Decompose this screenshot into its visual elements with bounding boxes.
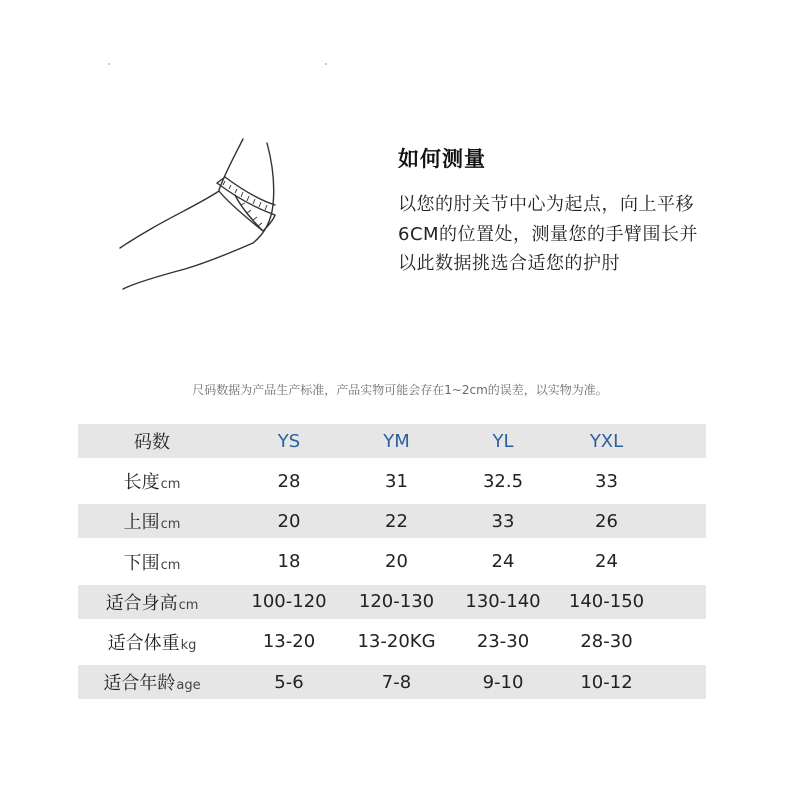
table-cell: 120-130 <box>358 591 435 613</box>
row-label: 适合体重kg <box>107 632 197 654</box>
size-disclaimer: 尺码数据为产品生产标准，产品实物可能会存在1~2cm的误差，以实物为准。 <box>192 383 608 397</box>
table-cell: 100-120 <box>251 591 327 613</box>
table-cell: 28 <box>277 470 301 492</box>
table-cell: 13-20KG <box>357 631 436 653</box>
table-cell: 9-10 <box>482 671 524 693</box>
table-cell: 32.5 <box>482 470 524 492</box>
row-unit: age <box>176 678 201 694</box>
table-row <box>78 625 706 659</box>
table-row <box>78 585 706 619</box>
table-cell: 20 <box>385 551 408 573</box>
table-cell: 33 <box>595 470 618 492</box>
size-ym: YM <box>383 430 410 452</box>
table-header-row <box>78 424 706 458</box>
table-cell: 7-8 <box>381 671 412 693</box>
table-cell: 24 <box>595 551 618 573</box>
table-row <box>78 665 706 699</box>
table-cell: 140-150 <box>568 591 645 613</box>
decorative-dot <box>325 63 327 65</box>
size-yxl: YXL <box>589 430 624 452</box>
table-cell: 24 <box>491 551 515 573</box>
row-label: 上围cm <box>123 512 181 534</box>
measure-heading: 如何测量 <box>398 147 486 171</box>
size-ys: YS <box>277 430 301 452</box>
table-cell: 5-6 <box>274 671 304 693</box>
table-cell: 22 <box>385 510 408 532</box>
table-row <box>78 545 706 579</box>
table-cell: 13-20 <box>262 631 316 653</box>
row-unit: cm <box>160 477 181 493</box>
table-cell: 26 <box>595 510 618 532</box>
row-label: 长度cm <box>123 472 181 494</box>
table-cell: 10-12 <box>580 671 633 693</box>
size-yl: YL <box>492 430 514 452</box>
row-label: 下围cm <box>123 552 181 574</box>
row-unit: cm <box>160 517 181 533</box>
row-label: 适合身高cm <box>105 592 199 614</box>
table-cell: 130-140 <box>465 591 541 613</box>
row-unit: kg <box>180 637 197 653</box>
table-cell: 31 <box>385 470 408 492</box>
size-table <box>78 424 706 705</box>
decorative-dot <box>108 63 110 65</box>
measure-instructions: 以您的肘关节中心为起点，向上平移6CM的位置处，测量您的手臂围长并以此数据挑选合适您的护肘 <box>398 194 699 274</box>
row-unit: cm <box>178 597 199 613</box>
table-cell: 23-30 <box>476 631 530 653</box>
row-unit: cm <box>160 557 181 573</box>
table-cell: 18 <box>277 551 301 573</box>
table-row <box>78 504 706 538</box>
table-row <box>78 464 706 498</box>
table-cell: 33 <box>491 510 515 532</box>
header-label: 码数 <box>134 432 170 453</box>
table-cell: 28-30 <box>580 631 633 653</box>
arm-measuring-tape-illustration <box>115 135 315 295</box>
table-cell: 20 <box>277 510 301 532</box>
row-label: 适合年龄age <box>103 673 201 695</box>
